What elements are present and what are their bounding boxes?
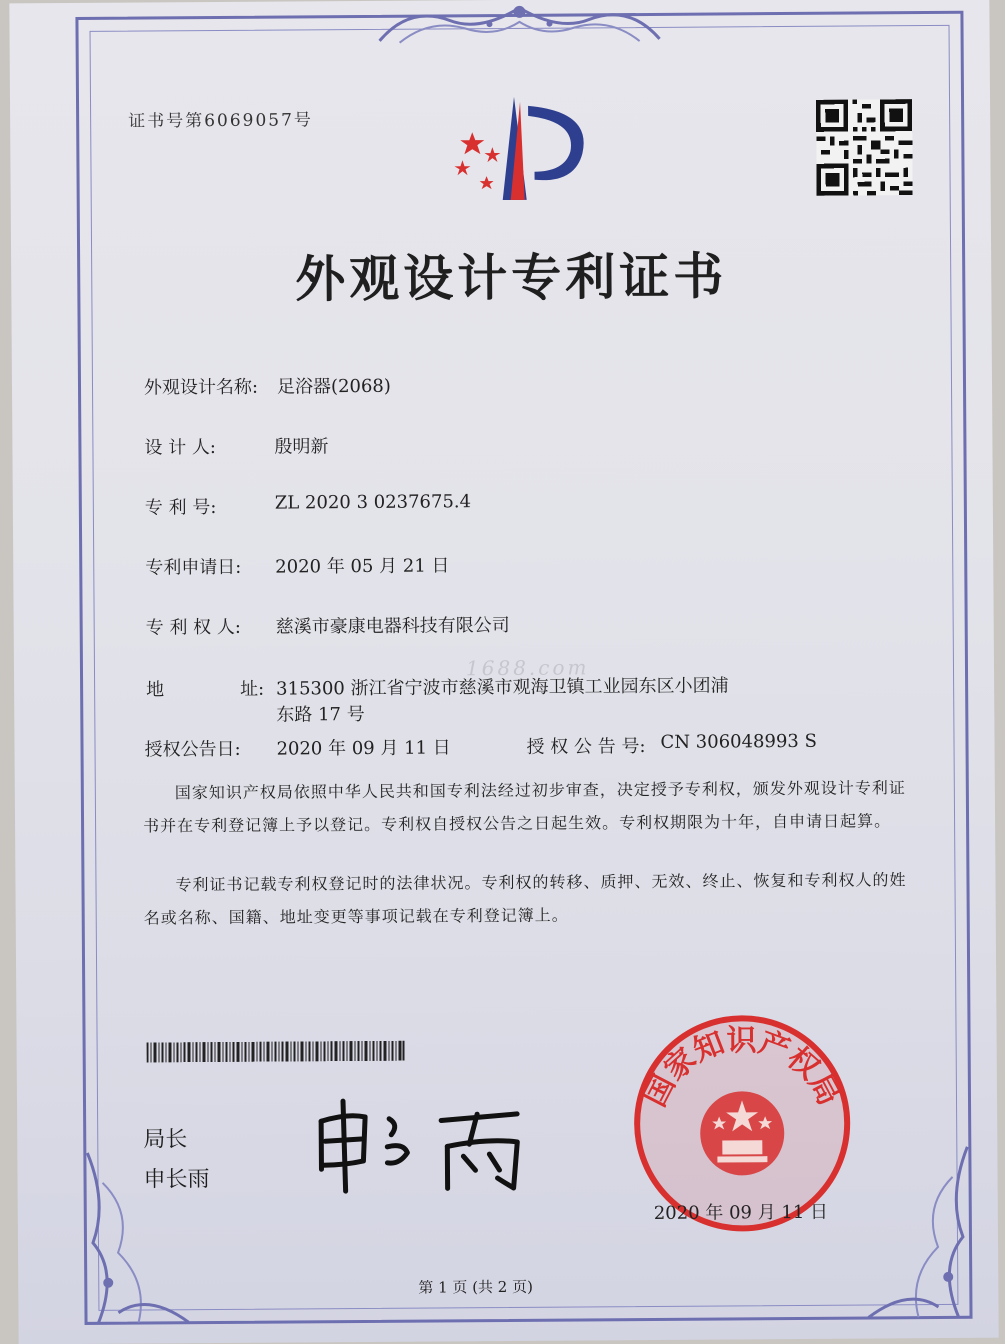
body-paragraph-2: 专利证书记载专利权登记时的法律状况。专利权的转移、质押、无效、终止、恢复和专利权人的姓名或名称、国籍、地址变更等事项记载在专利登记簿上。 xyxy=(143,870,907,928)
application-date-value: 2020 年 05 月 21 日 xyxy=(275,555,450,578)
body-paragraph-1: 国家知识产权局依照中华人民共和国专利法经过初步审查，决定授予专利权，颁发外观设计专利证书并在专利登记簿上予以登记。专利权自授权公告之日起生效。专利权期限为十年，自申请日起算。 xyxy=(143,778,906,836)
patentee-value: 慈溪市豪康电器科技有限公司 xyxy=(275,614,510,638)
address-label-part2: 址: xyxy=(240,678,265,700)
certificate-title: 外观设计专利证书 xyxy=(295,247,728,309)
qr-code xyxy=(815,99,914,196)
watermark: 1688.com xyxy=(465,655,590,681)
cnipa-logo-icon xyxy=(442,91,603,207)
barcode xyxy=(147,1041,405,1063)
address-value-line2: 东路 17 号 xyxy=(276,703,365,726)
seal-text: 国家知识产权局 xyxy=(637,1023,847,1113)
grant-number-label: 授 权 公 告 号: xyxy=(526,736,646,758)
design-name-value: 足浴器(2068) xyxy=(276,375,391,398)
page-number: 第 1 页 (共 2 页) xyxy=(418,1277,534,1297)
designer-value: 殷明新 xyxy=(274,436,329,458)
chief-name: 申长雨 xyxy=(143,1167,210,1193)
patentee-label: 专 利 权 人: xyxy=(145,616,241,639)
patent-number-label: 专 利 号: xyxy=(144,497,217,519)
address-label-part1: 地 xyxy=(146,679,165,701)
top-ornament xyxy=(369,0,669,51)
design-name-label: 外观设计名称: xyxy=(143,376,259,399)
chief-title: 局长 xyxy=(143,1127,188,1153)
handwritten-signature xyxy=(307,1090,548,1202)
application-date-label: 专利申请日: xyxy=(145,556,242,579)
certificate-sheet xyxy=(9,0,998,1344)
grant-date-label: 授权公告日: xyxy=(144,738,241,761)
grant-number-value: CN 306048993 S xyxy=(660,730,817,753)
bottom-right-ornament xyxy=(857,1137,978,1328)
address-value-line1: 315300 浙江省宁波市慈溪市观海卫镇工业园东区小团浦 xyxy=(276,675,729,700)
certificate-number: 证书号第6069057号 xyxy=(128,110,313,132)
patent-number-value: ZL 2020 3 0237675.4 xyxy=(274,491,472,514)
seal-date: 2020 年 09 月 11 日 xyxy=(653,1201,829,1224)
grant-date-value: 2020 年 09 月 11 日 xyxy=(276,737,451,760)
designer-label: 设 计 人: xyxy=(144,437,217,459)
